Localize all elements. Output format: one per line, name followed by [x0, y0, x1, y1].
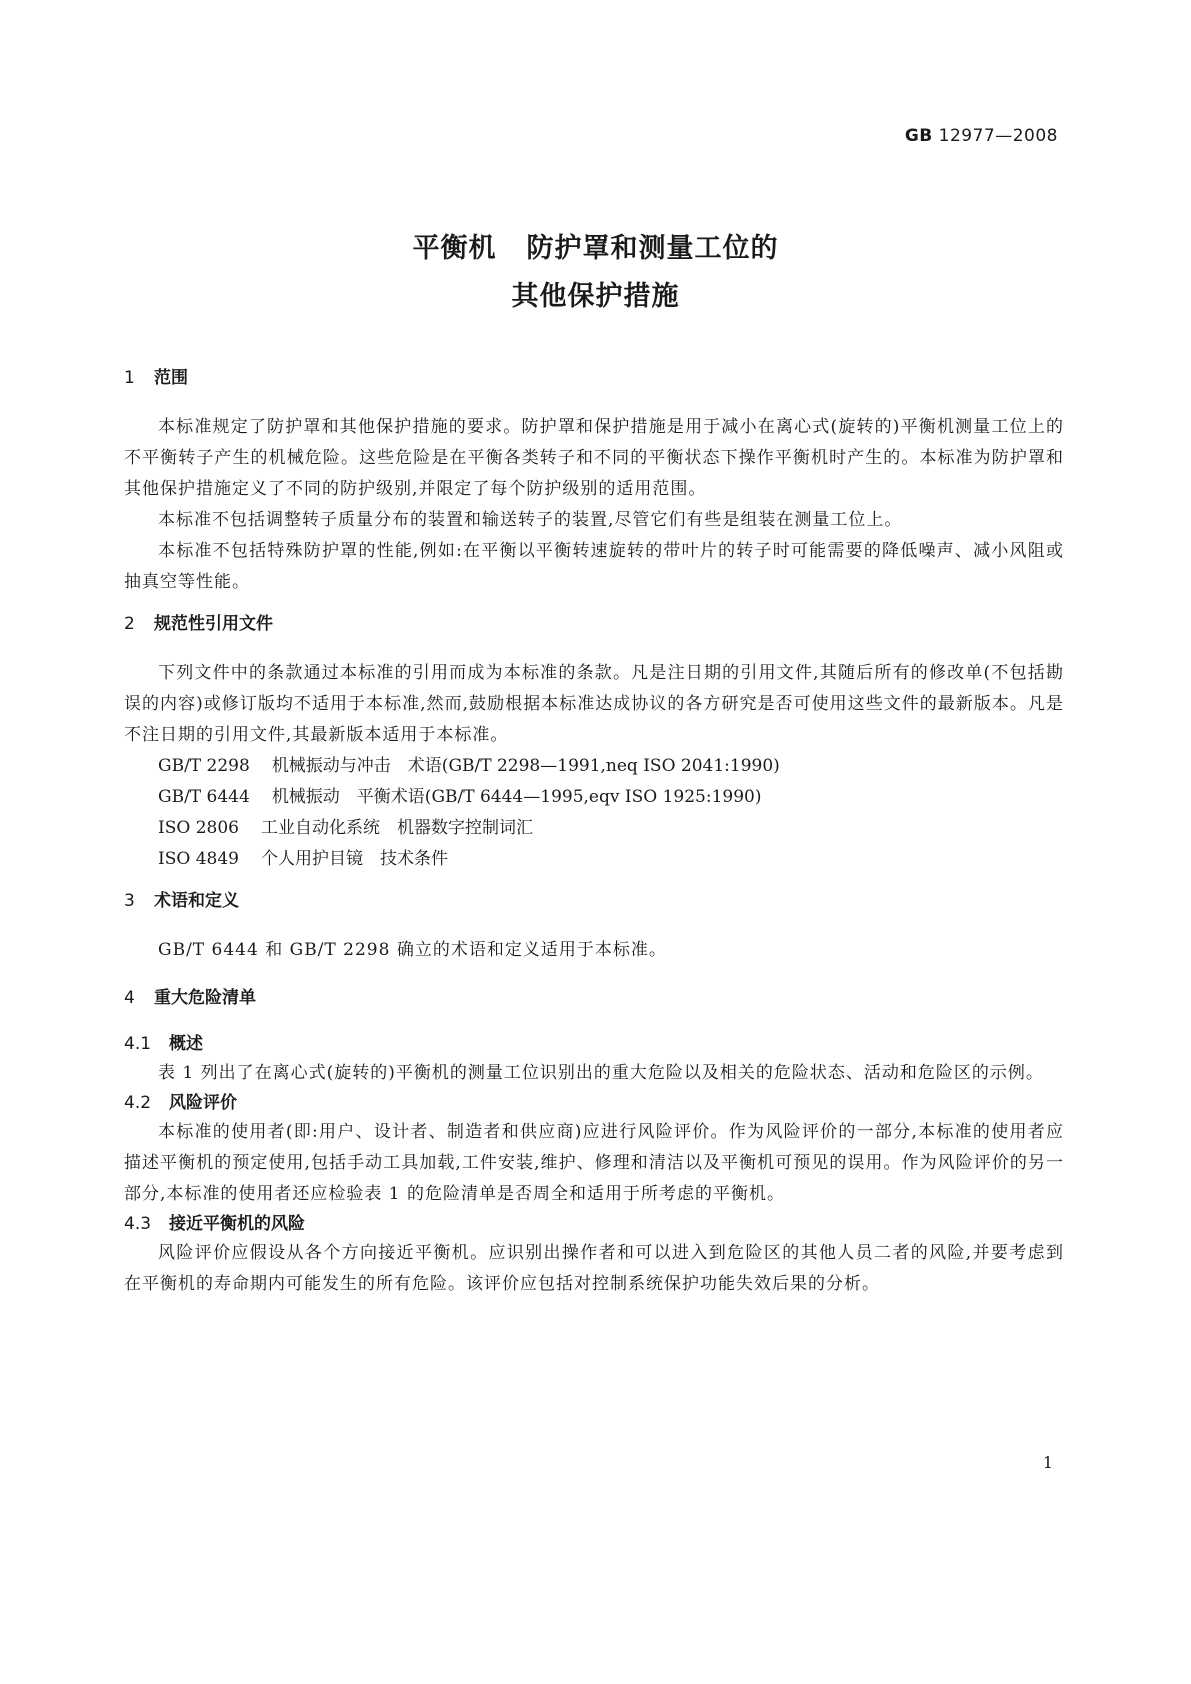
section-title: 术语和定义	[154, 891, 239, 911]
section-number: 4.3	[124, 1214, 152, 1234]
section-number: 2	[124, 614, 135, 634]
section-title: 规范性引用文件	[154, 614, 273, 634]
standard-prefix: GB	[904, 126, 933, 146]
reference-item	[124, 782, 1064, 813]
reference-title: 机械振动 平衡术语(GB/T 6444—1995,eqv ISO 1925:1990)	[271, 787, 762, 807]
title-line-1	[0, 225, 1191, 273]
section-3-heading	[124, 887, 1064, 915]
section-1-paragraph-1: 本标准规定了防护罩和其他保护措施的要求。防护罩和保护措施是用于减小在离心式(旋转的)平衡机测量工位上的不平衡转子产生的机械危险。这些危险是在平衡各类转子和不同的平衡状态下操作平衡机时产生的。本标准为防护罩和其他保护措施定义了不同的防护级别,并限定了每个防护级别的适用范围。	[124, 417, 1064, 499]
section-1-paragraph-2: 本标准不包括调整转子质量分布的装置和输送转子的装置,尽管它们有些是组装在测量工位上。	[158, 510, 903, 530]
reference-item	[124, 844, 1064, 875]
standard-number: 12977—2008	[938, 126, 1058, 146]
section-title: 概述	[169, 1034, 203, 1054]
section-4-2-paragraph-1: 本标准的使用者(即:用户、设计者、制造者和供应商)应进行风险评价。作为风险评价的一部分,本标准的使用者应描述平衡机的预定使用,包括手动工具加载,工件安装,维护、修理和清洁以及平衡机可预见的误用。作为风险评价的另一部分,本标准的使用者还应检验表 1 的危险清单是否周全和适用于所考虑的平衡机。	[124, 1122, 1064, 1204]
standard-code	[905, 126, 1058, 146]
section-title: 重大危险清单	[154, 988, 256, 1008]
reference-title: 个人用护目镜 技术条件	[260, 849, 448, 869]
reference-code: ISO 2806	[158, 818, 239, 838]
section-4-3-paragraph-1: 风险评价应假设从各个方向接近平衡机。应识别出操作者和可以进入到危险区的其他人员二者的风险,并要考虑到在平衡机的寿命期内可能发生的所有危险。该评价应包括对控制系统保护功能失效后果的分析。	[124, 1243, 1064, 1294]
section-1-paragraph-3: 本标准不包括特殊防护罩的性能,例如:在平衡以平衡转速旋转的带叶片的转子时可能需要的降低噪声、减小风阻或抽真空等性能。	[124, 541, 1064, 592]
title-part-a: 平衡机	[412, 233, 497, 264]
title-line-2: 其他保护措施	[511, 281, 680, 312]
section-number: 4	[124, 988, 135, 1008]
section-4-heading	[124, 984, 1064, 1012]
section-title: 接近平衡机的风险	[169, 1214, 305, 1234]
section-2-heading	[124, 610, 1064, 638]
reference-item	[124, 751, 1064, 782]
section-number: 4.1	[124, 1034, 152, 1054]
reference-item	[124, 813, 1064, 844]
section-title: 风险评价	[169, 1093, 237, 1113]
title-part-b: 防护罩和测量工位的	[526, 233, 779, 264]
section-4-3-heading	[124, 1210, 1064, 1238]
section-2-paragraph-1: 下列文件中的条款通过本标准的引用而成为本标准的条款。凡是注日期的引用文件,其随后所有的修改单(不包括勘误的内容)或修订版均不适用于本标准,然而,鼓励根据本标准达成协议的各方研究是否可使用这些文件的最新版本。凡是不注日期的引用文件,其最新版本适用于本标准。	[124, 663, 1064, 745]
page-number: 1	[1042, 1453, 1053, 1472]
section-4-1-paragraph-1: 表 1 列出了在离心式(旋转的)平衡机的测量工位识别出的重大危险以及相关的危险状态、活动和危险区的示例。	[158, 1063, 1044, 1083]
document-body	[124, 364, 1064, 1300]
document-title	[0, 225, 1191, 321]
section-3-paragraph-1: GB/T 6444 和 GB/T 2298 确立的术语和定义适用于本标准。	[158, 940, 667, 960]
section-title: 范围	[154, 368, 188, 388]
reference-code: GB/T 6444	[158, 787, 250, 807]
section-1-heading	[124, 364, 1064, 392]
reference-code: ISO 4849	[158, 849, 239, 869]
section-number: 4.2	[124, 1093, 152, 1113]
section-number: 3	[124, 891, 135, 911]
reference-code: GB/T 2298	[158, 756, 250, 776]
section-number: 1	[124, 368, 135, 388]
reference-title: 工业自动化系统 机器数字控制词汇	[260, 818, 533, 838]
reference-title: 机械振动与冲击 术语(GB/T 2298—1991,neq ISO 2041:1990)	[271, 756, 780, 776]
section-4-1-heading	[124, 1030, 1064, 1058]
section-4-2-heading	[124, 1089, 1064, 1117]
